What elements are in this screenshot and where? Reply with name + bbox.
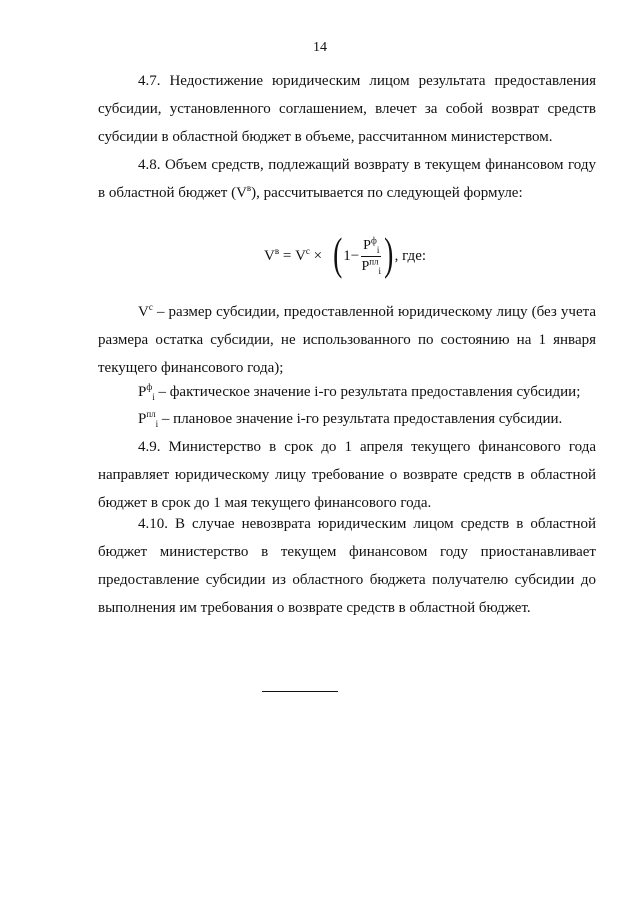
fraction-denominator: $P^{пл}_i$ [361,255,382,276]
fraction-numerator: $P^ф_i$ [361,237,381,257]
paragraph-4-10: 4.10. В случае невозврата юридическим лицом средств в областной бюджет министерство в текущем финансовом году приостанавливает предоставление субсидии из областного бюджета получателю субсидии до выполнения им требования о возврате средств в областной бюджет. [98,516,596,616]
formula-lhs: $V^в$ [264,245,280,264]
formula-times: × [309,247,326,264]
end-separator-line [262,691,338,692]
page-number: 14 [313,40,327,55]
formula-tail: , где: [394,247,427,264]
definition-p-fact: $P^ф_i$ – фактическое значение i-го результата предоставления субсидии; [138,382,581,402]
left-paren: ( [332,228,343,279]
formula-vc: $V^с$ [295,245,310,264]
formula-fraction [361,234,382,276]
definition-p-plan: $P^{пл}_i$ – плановое значение i-го результата предоставления субсидии. [138,409,563,429]
formula-equals: = [279,247,296,264]
right-paren: ) [384,228,394,279]
paragraph-4-9: 4.9. Министерство в срок до 1 апреля текущего финансового года направляет юридическому лицу требование о возврате средств в областной бюджет в срок до 1 мая текущего финансового года. [98,439,596,511]
formula-one-minus: 1− [343,247,360,264]
definition-vc: $V^с$ – размер субсидии, предоставленной юридическому лицу (без учета размера остатка субсидии, не использованного по состоянию на 1 января текущего финансового года); [98,302,596,376]
refund-formula [264,228,426,284]
paragraph-4-8: 4.8. Объем средств, подлежащий возврату в текущем финансовом году в областной бюджет $(V^в)$, рассчитывается по следующей формуле: [98,157,596,201]
paragraph-4-7: 4.7. Недостижение юридическим лицом результата предоставления субсидии, установленного соглашением, влечет за собой возврат средств субсидии в областной бюджет в объеме, рассчитанном министерством. [98,73,596,145]
